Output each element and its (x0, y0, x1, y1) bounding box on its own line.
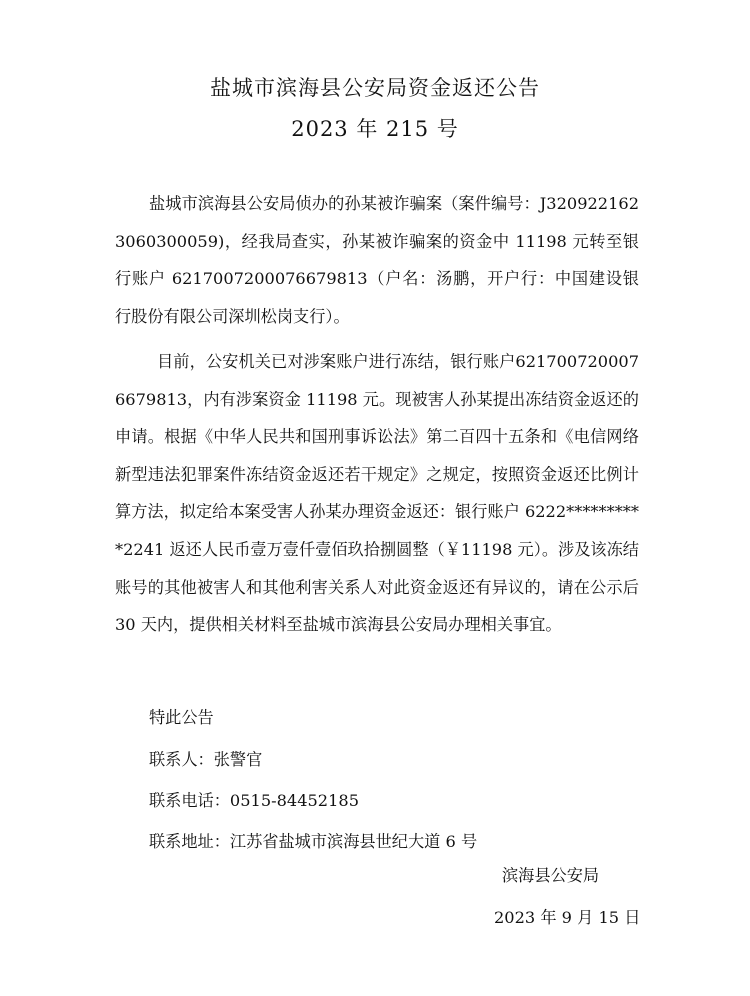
contact-phone: 联系电话：0515-84452185 (149, 791, 359, 810)
paragraph-case-details: 盐城市滨海县公安局侦办的孙某被诈骗案（案件编号：J3209221623060300059)，经我局查实，孙某被诈骗案的资金中 11198 元转至银行账户 6217007200076679813（户名：汤鹏，开户行：中国建设银行股份有限公司深圳松岗支行）。 (115, 194, 639, 326)
closing-remark: 特此公告 (149, 708, 214, 727)
signature-organization: 滨海县公安局 (502, 866, 600, 885)
document-number: 2023 年 215 号 (291, 117, 459, 141)
document-title: 盐城市滨海县公安局资金返还公告 (210, 76, 540, 100)
contact-person: 联系人：张警官 (149, 750, 263, 769)
paragraph-refund-notice: 目前，公安机关已对涉案账户进行冻结，银行账户6217007200076679813，内有涉案资金 11198 元。现被害人孙某提出冻结资金返还的申请。根据《中华人民共和国刑事诉讼法》第二百四十五条和《电信网络新型违法犯罪案件冻结资金返还若干规定》之规定，按照资金返还比例计算方法，拟定给本案受害人孙某办理资金返还：银行账户 6222**********2241 返还人民币壹万壹仟壹佰玖拾捌圆整（￥11198 元）。涉及该冻结账号的其他被害人和其他利害关系人对此资金返还有异议的，请在公示后 30 天内，提供相关材料至盐城市滨海县公安局办理相关事宜。 (115, 352, 639, 635)
contact-address: 联系地址：江苏省盐城市滨海县世纪大道 6 号 (149, 832, 478, 851)
signature-date: 2023 年 9 月 15 日 (494, 908, 641, 927)
